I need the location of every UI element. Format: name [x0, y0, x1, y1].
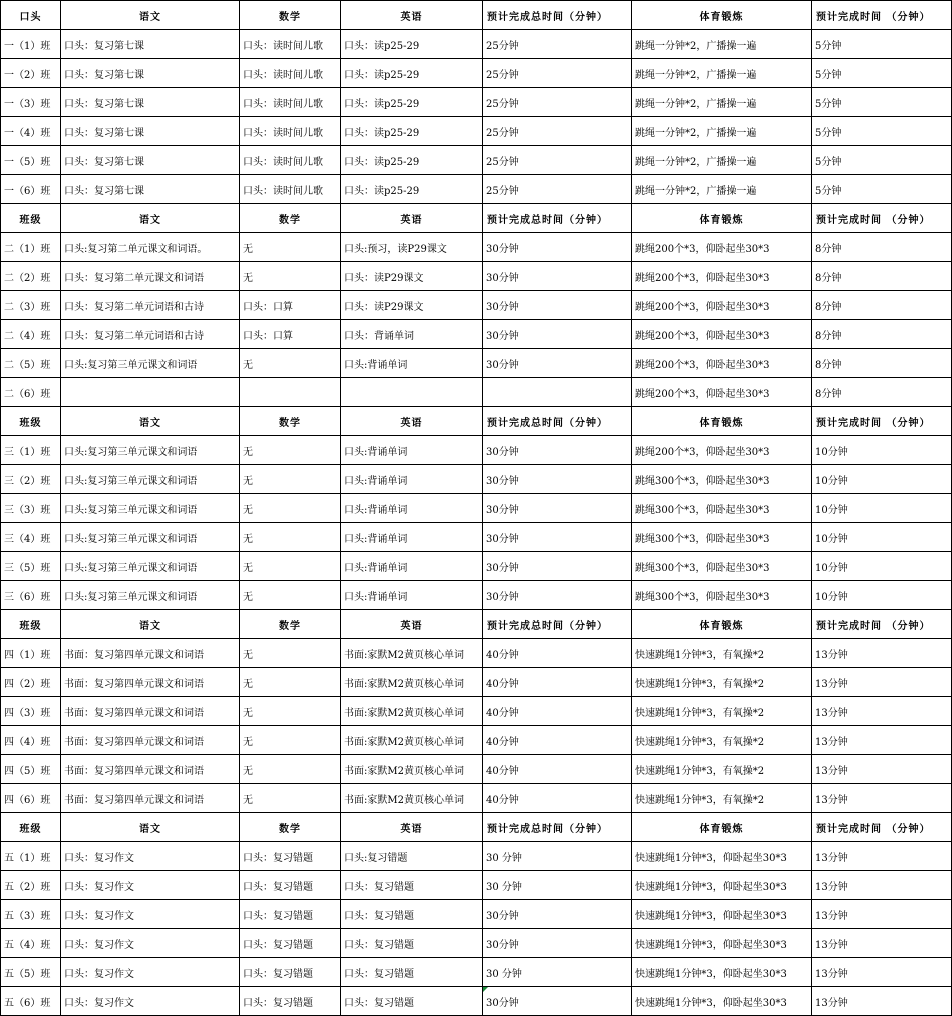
- table-cell[interactable]: 40分钟: [483, 755, 632, 784]
- table-cell[interactable]: 跳绳一分钟*2，广播操一遍: [632, 59, 812, 88]
- table-cell[interactable]: 跳绳200个*3，仰卧起坐30*3: [632, 233, 812, 262]
- table-row: [1, 349, 952, 378]
- table-cell[interactable]: 书面:家默M2黄页核心单词: [341, 755, 483, 784]
- header-cell: 预计完成时间 （分钟）: [812, 204, 952, 233]
- header-cell: 体育锻炼: [632, 204, 812, 233]
- table-cell[interactable]: 口头：复习作文: [61, 987, 240, 1016]
- header-cell: 数学: [240, 407, 341, 436]
- class-cell[interactable]: 四（1）班: [1, 639, 61, 668]
- class-cell[interactable]: 三（1）班: [1, 436, 61, 465]
- table-row: [1, 262, 952, 291]
- header-cell: 预计完成总时间（分钟）: [483, 1, 632, 30]
- header-cell: 语文: [61, 813, 240, 842]
- table-cell[interactable]: 口头:背诵单词: [341, 465, 483, 494]
- table-cell[interactable]: 无: [240, 697, 341, 726]
- table-cell[interactable]: 无: [240, 436, 341, 465]
- table-cell[interactable]: 口头：复习第七课: [61, 175, 240, 204]
- table-cell[interactable]: 无: [240, 639, 341, 668]
- table-cell[interactable]: 书面:家默M2黄页核心单词: [341, 784, 483, 813]
- table-cell[interactable]: 口头:背诵单词: [341, 552, 483, 581]
- table-cell[interactable]: 书面:家默M2黄页核心单词: [341, 697, 483, 726]
- table-cell[interactable]: 30 分钟: [483, 958, 632, 987]
- table-cell[interactable]: [240, 378, 341, 407]
- table-cell[interactable]: 30分钟: [483, 552, 632, 581]
- table-cell[interactable]: 口头：复习第七课: [61, 59, 240, 88]
- table-cell[interactable]: 30 分钟: [483, 871, 632, 900]
- header-cell: 预计完成总时间（分钟）: [483, 610, 632, 639]
- class-cell[interactable]: 一（3）班: [1, 88, 61, 117]
- table-cell[interactable]: 无: [240, 523, 341, 552]
- table-cell[interactable]: 13分钟: [812, 668, 952, 697]
- table-cell[interactable]: 口头:背诵单词: [341, 494, 483, 523]
- header-cell: 体育锻炼: [632, 610, 812, 639]
- class-cell[interactable]: 二（5）班: [1, 349, 61, 378]
- table-cell[interactable]: 跳绳200个*3，仰卧起坐30*3: [632, 436, 812, 465]
- header-cell: 预计完成总时间（分钟）: [483, 407, 632, 436]
- table-cell[interactable]: 30分钟: [483, 233, 632, 262]
- table-cell[interactable]: 跳绳一分钟*2，广播操一遍: [632, 88, 812, 117]
- table-cell[interactable]: 口头：复习作文: [61, 958, 240, 987]
- table-cell[interactable]: 书面：复习第四单元课文和词语: [61, 726, 240, 755]
- table-cell[interactable]: 快速跳绳1分钟*3，有氧操*2: [632, 784, 812, 813]
- class-cell[interactable]: 五（6）班: [1, 987, 61, 1016]
- header-cell: 英语: [341, 204, 483, 233]
- table-cell[interactable]: 口头:复习第三单元课文和词语: [61, 349, 240, 378]
- table-cell[interactable]: 跳绳一分钟*2，广播操一遍: [632, 146, 812, 175]
- header-row: [1, 610, 952, 639]
- header-row: [1, 204, 952, 233]
- table-cell[interactable]: 快速跳绳1分钟*3，有氧操*2: [632, 697, 812, 726]
- table-cell[interactable]: 快速跳绳1分钟*3，仰卧起坐30*3: [632, 871, 812, 900]
- table-cell[interactable]: 跳绳300个*3，仰卧起坐30*3: [632, 465, 812, 494]
- header-cell: 数学: [240, 1, 341, 30]
- table-row: [1, 436, 952, 465]
- table-row: [1, 59, 952, 88]
- table-cell[interactable]: 口头：复习错题: [240, 929, 341, 958]
- table-cell[interactable]: 跳绳300个*3，仰卧起坐30*3: [632, 552, 812, 581]
- class-cell[interactable]: 一（6）班: [1, 175, 61, 204]
- table-cell[interactable]: 跳绳200个*3，仰卧起坐30*3: [632, 320, 812, 349]
- header-row: [1, 1, 952, 30]
- table-cell[interactable]: 口头：复习错题: [240, 842, 341, 871]
- table-cell[interactable]: 30分钟: [483, 465, 632, 494]
- header-cell: 预计完成时间 （分钟）: [812, 610, 952, 639]
- table-row: [1, 494, 952, 523]
- table-row: [1, 146, 952, 175]
- table-cell[interactable]: 8分钟: [812, 233, 952, 262]
- table-cell[interactable]: 书面：复习第四单元课文和词语: [61, 697, 240, 726]
- table-cell[interactable]: 13分钟: [812, 842, 952, 871]
- table-cell[interactable]: 书面：复习第四单元课文和词语: [61, 639, 240, 668]
- class-cell[interactable]: 五（1）班: [1, 842, 61, 871]
- table-cell[interactable]: 口头：读p25-29: [341, 88, 483, 117]
- table-cell[interactable]: 口头：口算: [240, 291, 341, 320]
- table-cell[interactable]: 8分钟: [812, 320, 952, 349]
- table-cell[interactable]: 5分钟: [812, 59, 952, 88]
- table-cell[interactable]: 无: [240, 262, 341, 291]
- table-cell[interactable]: 30分钟: [483, 523, 632, 552]
- table-cell[interactable]: 5分钟: [812, 117, 952, 146]
- table-cell[interactable]: 口头：读p25-29: [341, 59, 483, 88]
- table-cell[interactable]: 口头：读P29课文: [341, 291, 483, 320]
- table-row: [1, 900, 952, 929]
- class-cell[interactable]: 一（2）班: [1, 59, 61, 88]
- table-row: [1, 233, 952, 262]
- table-cell[interactable]: 40分钟: [483, 726, 632, 755]
- header-cell: 体育锻炼: [632, 1, 812, 30]
- table-cell[interactable]: 口头：复习第二单元词语和古诗: [61, 320, 240, 349]
- table-cell[interactable]: 口头：复习错题: [240, 900, 341, 929]
- table-cell[interactable]: 13分钟: [812, 639, 952, 668]
- table-cell[interactable]: 无: [240, 349, 341, 378]
- header-cell: 体育锻炼: [632, 407, 812, 436]
- table-cell[interactable]: 口头:背诵单词: [341, 436, 483, 465]
- table-cell[interactable]: 10分钟: [812, 523, 952, 552]
- table-cell[interactable]: 口头：复习第二单元课文和词语: [61, 262, 240, 291]
- table-cell[interactable]: 口头：背诵单词: [341, 320, 483, 349]
- table-cell[interactable]: 5分钟: [812, 88, 952, 117]
- header-cell: 预计完成总时间（分钟）: [483, 813, 632, 842]
- table-cell[interactable]: 快速跳绳1分钟*3，有氧操*2: [632, 668, 812, 697]
- table-cell[interactable]: 口头：复习错题: [341, 871, 483, 900]
- table-row: [1, 842, 952, 871]
- class-cell[interactable]: 二（3）班: [1, 291, 61, 320]
- table-cell[interactable]: 口头：复习第二单元词语和古诗: [61, 291, 240, 320]
- table-row: [1, 552, 952, 581]
- header-cell: 语文: [61, 610, 240, 639]
- class-cell[interactable]: 四（5）班: [1, 755, 61, 784]
- header-cell: 语文: [61, 407, 240, 436]
- table-cell[interactable]: 口头：口算: [240, 320, 341, 349]
- table-cell[interactable]: 30分钟: [483, 581, 632, 610]
- table-cell[interactable]: 口头：复习错题: [341, 929, 483, 958]
- header-cell: 英语: [341, 813, 483, 842]
- table-cell[interactable]: 口头：读p25-29: [341, 146, 483, 175]
- table-cell[interactable]: 口头：读P29课文: [341, 262, 483, 291]
- header-cell: 班级: [1, 407, 61, 436]
- class-cell[interactable]: 四（6）班: [1, 784, 61, 813]
- table-cell[interactable]: 5分钟: [812, 175, 952, 204]
- table-row: [1, 784, 952, 813]
- table-cell[interactable]: 快速跳绳1分钟*3，有氧操*2: [632, 726, 812, 755]
- table-cell[interactable]: 8分钟: [812, 262, 952, 291]
- header-cell: 体育锻炼: [632, 813, 812, 842]
- table-row: [1, 668, 952, 697]
- table-cell[interactable]: 书面：复习第四单元课文和词语: [61, 755, 240, 784]
- table-cell[interactable]: 40分钟: [483, 639, 632, 668]
- table-row: [1, 378, 952, 407]
- table-cell[interactable]: 口头:背诵单词: [341, 349, 483, 378]
- table-cell[interactable]: 40分钟: [483, 784, 632, 813]
- table-cell[interactable]: 口头：复习第七课: [61, 117, 240, 146]
- table-cell[interactable]: 25分钟: [483, 117, 632, 146]
- table-cell[interactable]: 跳绳300个*3，仰卧起坐30*3: [632, 581, 812, 610]
- header-cell: 预计完成总时间（分钟）: [483, 204, 632, 233]
- table-cell[interactable]: 无: [240, 784, 341, 813]
- table-cell[interactable]: 口头:背诵单词: [341, 581, 483, 610]
- table-cell[interactable]: 口头：复习第七课: [61, 30, 240, 59]
- table-cell[interactable]: 口头：复习作文: [61, 842, 240, 871]
- table-cell[interactable]: 30分钟: [483, 349, 632, 378]
- table-row: [1, 929, 952, 958]
- table-cell[interactable]: 口头：读p25-29: [341, 175, 483, 204]
- header-cell: 英语: [341, 610, 483, 639]
- table-row: [1, 639, 952, 668]
- table-cell[interactable]: 25分钟: [483, 30, 632, 59]
- table-row: [1, 755, 952, 784]
- table-cell[interactable]: 10分钟: [812, 552, 952, 581]
- table-cell[interactable]: 跳绳200个*3，仰卧起坐30*3: [632, 262, 812, 291]
- table-cell[interactable]: 快速跳绳1分钟*3，有氧操*2: [632, 755, 812, 784]
- table-row: [1, 320, 952, 349]
- table-cell[interactable]: 口头：读时间儿歌: [240, 59, 341, 88]
- table-cell[interactable]: 13分钟: [812, 987, 952, 1016]
- table-cell[interactable]: 书面:家默M2黄页核心单词: [341, 668, 483, 697]
- table-cell[interactable]: 无: [240, 668, 341, 697]
- class-cell[interactable]: 一（4）班: [1, 117, 61, 146]
- table-cell[interactable]: 快速跳绳1分钟*3，有氧操*2: [632, 639, 812, 668]
- table-cell[interactable]: 书面:家默M2黄页核心单词: [341, 639, 483, 668]
- class-cell[interactable]: 三（2）班: [1, 465, 61, 494]
- table-cell[interactable]: 口头：复习错题: [341, 900, 483, 929]
- header-cell: 班级: [1, 813, 61, 842]
- table-cell[interactable]: 口头:复习第三单元课文和词语: [61, 494, 240, 523]
- table-cell[interactable]: 无: [240, 552, 341, 581]
- table-cell[interactable]: 40分钟: [483, 668, 632, 697]
- table-cell[interactable]: 书面:家默M2黄页核心单词: [341, 726, 483, 755]
- class-cell[interactable]: 五（5）班: [1, 958, 61, 987]
- table-cell[interactable]: 25分钟: [483, 88, 632, 117]
- table-cell[interactable]: 口头：读p25-29: [341, 117, 483, 146]
- class-cell[interactable]: 五（4）班: [1, 929, 61, 958]
- table-cell[interactable]: 口头：复习错题: [240, 871, 341, 900]
- class-cell[interactable]: 二（1）班: [1, 233, 61, 262]
- class-cell[interactable]: 三（6）班: [1, 581, 61, 610]
- header-row: [1, 407, 952, 436]
- header-cell: 预计完成时间 （分钟）: [812, 407, 952, 436]
- table-cell[interactable]: 口头：复习作文: [61, 900, 240, 929]
- class-cell[interactable]: 三（4）班: [1, 523, 61, 552]
- table-cell[interactable]: 13分钟: [812, 697, 952, 726]
- header-cell: 英语: [341, 407, 483, 436]
- table-cell[interactable]: 5分钟: [812, 146, 952, 175]
- table-cell[interactable]: 5分钟: [812, 30, 952, 59]
- table-cell[interactable]: 30 分钟: [483, 842, 632, 871]
- table-cell[interactable]: 30分钟: [483, 900, 632, 929]
- header-cell: 数学: [240, 610, 341, 639]
- table-cell[interactable]: 跳绳200个*3，仰卧起坐30*3: [632, 378, 812, 407]
- table-cell[interactable]: 口头：复习第七课: [61, 88, 240, 117]
- table-row: [1, 175, 952, 204]
- table-cell[interactable]: 13分钟: [812, 871, 952, 900]
- table-cell[interactable]: 口头:背诵单词: [341, 523, 483, 552]
- table-cell[interactable]: 30分钟: [483, 494, 632, 523]
- class-cell[interactable]: 二（4）班: [1, 320, 61, 349]
- table-cell[interactable]: [341, 378, 483, 407]
- table-cell[interactable]: 快速跳绳1分钟*3，仰卧起坐30*3: [632, 929, 812, 958]
- table-row: [1, 871, 952, 900]
- table-cell[interactable]: 口头:复习第三单元课文和词语: [61, 581, 240, 610]
- table-row: [1, 523, 952, 552]
- table-cell[interactable]: 口头：复习作文: [61, 929, 240, 958]
- header-cell: 预计完成时间 （分钟）: [812, 813, 952, 842]
- table-cell[interactable]: 无: [240, 494, 341, 523]
- table-cell[interactable]: 口头：复习第七课: [61, 146, 240, 175]
- table-cell[interactable]: 口头:复习第三单元课文和词语: [61, 523, 240, 552]
- table-cell[interactable]: 跳绳一分钟*2，广播操一遍: [632, 117, 812, 146]
- table-cell[interactable]: 10分钟: [812, 581, 952, 610]
- table-cell[interactable]: 口头:复习第二单元课文和词语。: [61, 233, 240, 262]
- table-row: [1, 88, 952, 117]
- table-cell[interactable]: 13分钟: [812, 900, 952, 929]
- table-cell[interactable]: 快速跳绳1分钟*3，仰卧起坐30*3: [632, 958, 812, 987]
- table-row: [1, 291, 952, 320]
- table-cell[interactable]: 8分钟: [812, 349, 952, 378]
- table-cell[interactable]: 跳绳300个*3，仰卧起坐30*3: [632, 523, 812, 552]
- table-cell[interactable]: 8分钟: [812, 291, 952, 320]
- header-cell: 英语: [341, 1, 483, 30]
- table-cell[interactable]: 口头：复习错题: [240, 958, 341, 987]
- class-cell[interactable]: 五（3）班: [1, 900, 61, 929]
- table-cell[interactable]: 13分钟: [812, 929, 952, 958]
- table-cell[interactable]: 跳绳200个*3，仰卧起坐30*3: [632, 291, 812, 320]
- table-cell[interactable]: 10分钟: [812, 494, 952, 523]
- table-cell[interactable]: 13分钟: [812, 726, 952, 755]
- table-row: [1, 581, 952, 610]
- table-cell[interactable]: 无: [240, 465, 341, 494]
- table-cell[interactable]: 30分钟: [483, 929, 632, 958]
- table-cell[interactable]: 30分钟: [483, 320, 632, 349]
- header-cell: 预计完成时间 （分钟）: [812, 1, 952, 30]
- table-cell[interactable]: 13分钟: [812, 755, 952, 784]
- table-cell[interactable]: 30分钟: [483, 436, 632, 465]
- table-cell[interactable]: 口头：读时间儿歌: [240, 117, 341, 146]
- table-cell[interactable]: 13分钟: [812, 958, 952, 987]
- header-cell: 口头: [1, 1, 61, 30]
- header-cell: 语文: [61, 1, 240, 30]
- class-cell[interactable]: 五（2）班: [1, 871, 61, 900]
- table-row: [1, 958, 952, 987]
- table-cell[interactable]: 快速跳绳1分钟*3，仰卧起坐30*3: [632, 900, 812, 929]
- table-cell[interactable]: 30分钟: [483, 291, 632, 320]
- table-row: [1, 697, 952, 726]
- table-cell[interactable]: 无: [240, 726, 341, 755]
- table-cell[interactable]: 无: [240, 755, 341, 784]
- header-cell: 数学: [240, 204, 341, 233]
- table-cell[interactable]: 25分钟: [483, 59, 632, 88]
- table-cell[interactable]: 跳绳一分钟*2，广播操一遍: [632, 175, 812, 204]
- table-cell[interactable]: 口头:预习，读P29课文: [341, 233, 483, 262]
- table-row: [1, 987, 952, 1016]
- header-cell: 数学: [240, 813, 341, 842]
- class-cell[interactable]: 三（3）班: [1, 494, 61, 523]
- table-cell[interactable]: 跳绳200个*3，仰卧起坐30*3: [632, 349, 812, 378]
- class-cell[interactable]: 一（1）班: [1, 30, 61, 59]
- table-cell[interactable]: 口头:复习第三单元课文和词语: [61, 436, 240, 465]
- table-cell[interactable]: 口头：读时间儿歌: [240, 30, 341, 59]
- table-cell[interactable]: 口头：复习错题: [341, 958, 483, 987]
- table-cell[interactable]: 跳绳一分钟*2，广播操一遍: [632, 30, 812, 59]
- class-cell[interactable]: 四（2）班: [1, 668, 61, 697]
- table-cell[interactable]: 口头：读时间儿歌: [240, 88, 341, 117]
- header-cell: 语文: [61, 204, 240, 233]
- table-cell[interactable]: 口头：复习错题: [240, 987, 341, 1016]
- table-cell[interactable]: 口头:复习第三单元课文和词语: [61, 465, 240, 494]
- table-cell[interactable]: 25分钟: [483, 146, 632, 175]
- table-cell[interactable]: 40分钟: [483, 697, 632, 726]
- table-cell[interactable]: 跳绳300个*3，仰卧起坐30*3: [632, 494, 812, 523]
- table-cell[interactable]: 书面：复习第四单元课文和词语: [61, 784, 240, 813]
- class-cell[interactable]: 一（5）班: [1, 146, 61, 175]
- table-cell[interactable]: 无: [240, 581, 341, 610]
- table-cell[interactable]: [483, 378, 632, 407]
- table-cell[interactable]: 口头:复习错题: [341, 842, 483, 871]
- table-cell[interactable]: 快速跳绳1分钟*3，仰卧起坐30*3: [632, 987, 812, 1016]
- header-cell: 班级: [1, 610, 61, 639]
- table-cell[interactable]: 口头：读p25-29: [341, 30, 483, 59]
- table-cell[interactable]: 口头：读时间儿歌: [240, 146, 341, 175]
- class-cell[interactable]: 四（4）班: [1, 726, 61, 755]
- table-cell[interactable]: 口头:复习第三单元课文和词语: [61, 552, 240, 581]
- class-cell[interactable]: 二（2）班: [1, 262, 61, 291]
- table-cell[interactable]: 口头：读时间儿歌: [240, 175, 341, 204]
- table-cell[interactable]: 25分钟: [483, 175, 632, 204]
- table-cell[interactable]: 快速跳绳1分钟*3，仰卧起坐30*3: [632, 842, 812, 871]
- table-row: [1, 726, 952, 755]
- table-cell[interactable]: 口头：复习错题: [341, 987, 483, 1016]
- class-cell[interactable]: 二（6）班: [1, 378, 61, 407]
- table-cell[interactable]: 10分钟: [812, 436, 952, 465]
- table-row: [1, 117, 952, 146]
- table-cell[interactable]: 10分钟: [812, 465, 952, 494]
- table-cell[interactable]: 30分钟: [483, 987, 632, 1016]
- table-row: [1, 465, 952, 494]
- table-cell[interactable]: 8分钟: [812, 378, 952, 407]
- header-cell: 班级: [1, 204, 61, 233]
- table-cell[interactable]: 口头：复习作文: [61, 871, 240, 900]
- table-cell[interactable]: 无: [240, 233, 341, 262]
- class-cell[interactable]: 三（5）班: [1, 552, 61, 581]
- table-cell[interactable]: 13分钟: [812, 784, 952, 813]
- table-cell[interactable]: 书面：复习第四单元课文和词语: [61, 668, 240, 697]
- table-row: [1, 30, 952, 59]
- class-cell[interactable]: 四（3）班: [1, 697, 61, 726]
- table-cell[interactable]: 30分钟: [483, 262, 632, 291]
- table-cell[interactable]: [61, 378, 240, 407]
- header-row: [1, 813, 952, 842]
